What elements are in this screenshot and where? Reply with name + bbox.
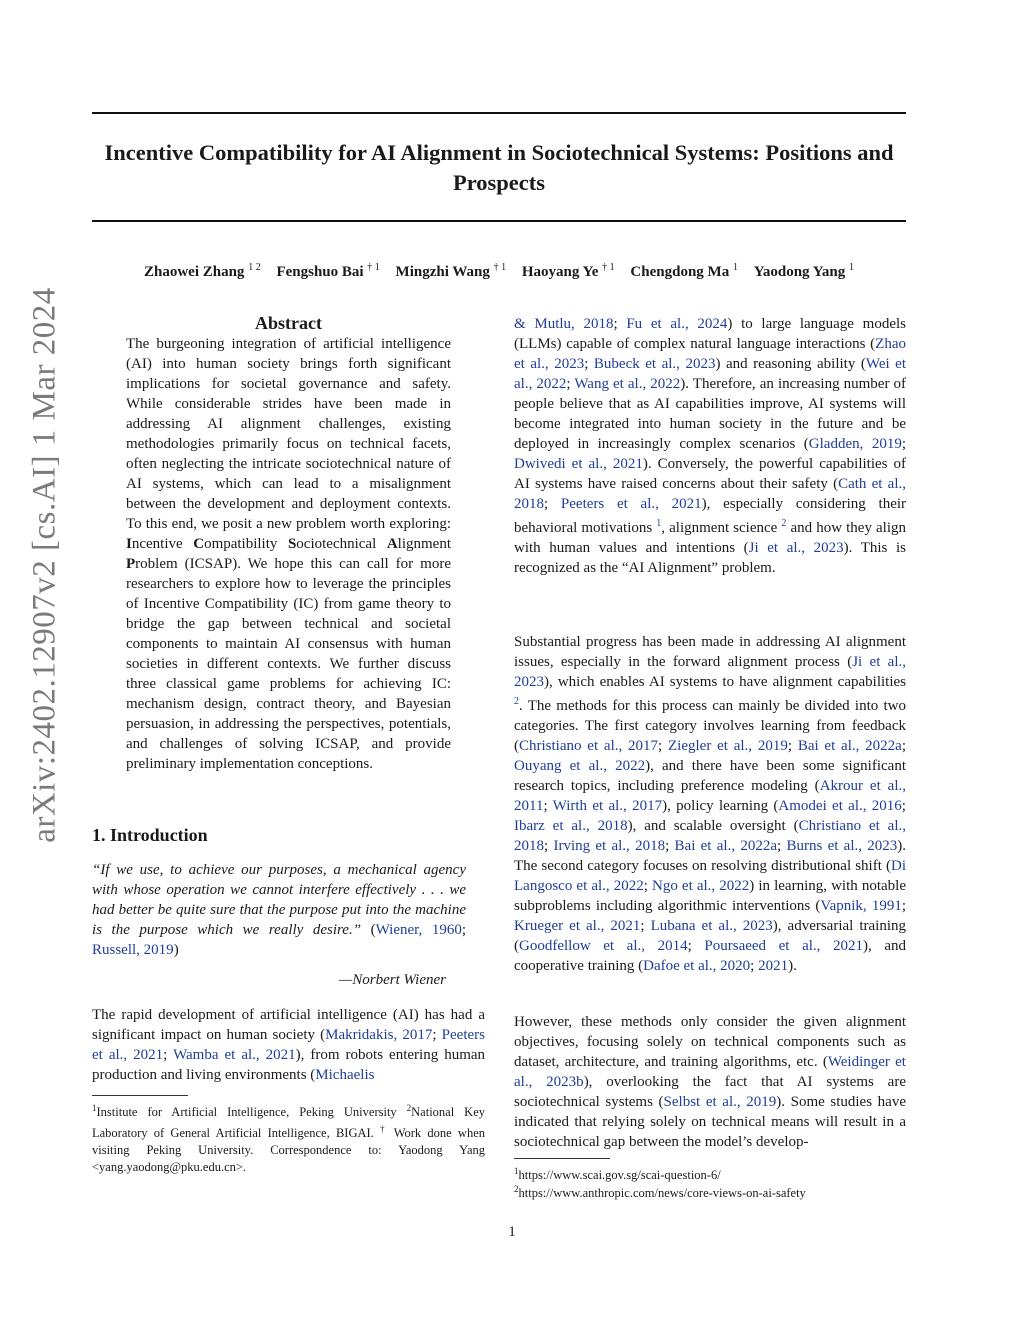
url-footnote: $^2$https://www.anthropic.com/news/core-views-on-ai-safety (514, 1184, 806, 1201)
citation-link[interactable]: Dafoe et al., 2020 (643, 958, 751, 974)
citation-link[interactable]: Christiano et al., 2017 (519, 738, 659, 754)
citation-link[interactable]: Vapnik, 1991 (820, 898, 902, 914)
citation-link[interactable]: Wei et al., 2022 (514, 356, 907, 392)
url-footnote: $^1$https://www.scai.gov.sg/scai-question-6/ (514, 1166, 721, 1183)
footnote-url-link[interactable]: https://www.scai.gov.sg/scai-question-6/ (518, 1168, 721, 1183)
footnote-marker[interactable]: 2 (514, 696, 519, 707)
citation-link[interactable]: Fu et al., 2024 (626, 316, 728, 332)
quote-attribution: —Norbert Wiener (338, 972, 446, 988)
citation-link[interactable]: Bubeck et al., 2023 (593, 356, 716, 372)
footnote-rule-right (514, 1158, 610, 1159)
footnote-rule-left (92, 1095, 188, 1096)
title-bottom-rule (92, 220, 906, 222)
citation-link[interactable]: Dwivedi et al., 2021 (514, 456, 643, 472)
citation-link[interactable]: Ji et al., 2023 (514, 654, 907, 690)
citation-link[interactable]: Ibarz et al., 2018 (514, 818, 628, 834)
citation-link[interactable]: Poursaeed et al., 2021 (704, 938, 863, 954)
title-top-rule (92, 112, 906, 114)
citation-link[interactable]: Wiener, 1960 (375, 922, 462, 938)
citation-link[interactable]: Lubana et al., 2023 (650, 918, 773, 934)
citation-link[interactable]: Ji et al., 2023 (748, 540, 844, 556)
citation-link[interactable]: Peeters et al., 2021 (92, 1027, 485, 1063)
citation-link[interactable]: Ngo et al., 2022 (652, 878, 750, 894)
intro-paragraph-continued: & Mutlu, 2018; Fu et al., 2024) to large language models (LLMs) capable of complex natural language interactions (Zhao et al., 2023; Bubeck et al., 2023) and reasoning ability (Wei et al., 2022; Wang et al., 2022). Therefore, an increasing number of people believe that as AI capabilities improve, AI systems will become integrated into human society in the future and be deployed in increasingly complex scenarios (Gladden, 2019; Dwivedi et al., 2021). Conversely, the powerful capabilities of AI systems have raised concerns about their safety (Cath et al., 2018; Peeters et al., 2021), especially considering their behavioral motivations $^1$, alignment science $^2$ and how they align with human values and intentions (Ji et al., 2023). This is recognized as the “AI Alignment” problem. (514, 316, 907, 576)
intro-paragraph: The rapid development of artificial intelligence (AI) has had a significant impact on human society (Makridakis, 2017; Peeters et al., 2021; Wamba et al., 2021), from robots entering human production and living environments (Michaelis (92, 1007, 486, 1083)
citation-link[interactable]: & Mutlu, 2018 (514, 316, 614, 332)
citation-link[interactable]: Bai et al., 2022a (797, 738, 902, 754)
sociotechnical-gap-paragraph: However, these methods only consider the given alignment objectives, focusing solely on technical components such as dataset, architecture, and training algorithms, etc. (Weidinger et al., 2023b), overlooking the fact that AI systems are sociotechnical systems (Selbst et al., 2019). Some studies have indicated that relying solely on technical means will result in a sociotechnical gap between the model’s develop- (514, 1014, 906, 1150)
alignment-progress-paragraph: Substantial progress has been made in addressing AI alignment issues, especially in the forward alignment process (Ji et al., 2023), which enables AI systems to have alignment capabilities $^2$. The methods for this process can mainly be divided into two categories. The first category involves learning from feedback (Christiano et al., 2017; Ziegler et al., 2019; Bai et al., 2022a; Ouyang et al., 2022), and there have been some significant research topics, including preference modeling (Akrour et al., 2011; Wirth et al., 2017), policy learning (Amodei et al., 2016; Ibarz et al., 2018), and scalable oversight (Christiano et al., 2018; Irving et al., 2018; Bai et al., 2022a; Burns et al., 2023). The second category focuses on resolving distributional shift (Di Langosco et al., 2022; Ngo et al., 2022) in learning, with notable subproblems including algorithmic interventions (Vapnik, 1991; Krueger et al., 2021; Lubana et al., 2023), adversarial training (Goodfellow et al., 2014; Poursaeed et al., 2021), and cooperative training (Dafoe et al., 2020; 2021). (514, 634, 907, 974)
abstract-heading: Abstract (255, 313, 322, 333)
author: Zhaowei Zhang $^{1 2}$ (143, 262, 261, 280)
footnote-marker[interactable]: 2 (781, 518, 787, 529)
citation-link[interactable]: Akrour et al., 2011 (514, 778, 906, 814)
author: Haoyang Ye $^{\dagger 1}$ (521, 262, 615, 280)
introduction-heading: 1. Introduction (92, 825, 208, 845)
citation-link[interactable]: Ouyang et al., 2022 (514, 758, 646, 774)
author: Mingzhi Wang $^{\dagger 1}$ (395, 262, 507, 280)
citation-link[interactable]: Makridakis, 2017 (325, 1027, 433, 1043)
abstract-body: The burgeoning integration of artificial intelligence (AI) into human society brings forth significant implications for societal governance and safety. While considerable strides have been made in addressing AI alignment challenges, existing methodologies primarily focus on technical facets, often neglecting the intricate sociotechnical nature of AI systems, which can lead to a misalignment between the development and deployment contexts. To this end, we posit a new problem worth exploring: Incentive Compatibility Sociotechnical Alignment Problem (ICSAP). We hope this can call for more researchers to explore how to leverage the principles of Incentive Compatibility (IC) from game theory to bridge the gap between technical and societal components to maintain AI consensus with human societies in different contexts. We further discuss three classical game problems for achieving IC: mechanism design, contract theory, and Bayesian persuasion, in addressing the perspectives, potentials, and challenges of solving ICSAP, and provide preliminary implementation conceptions. (126, 336, 451, 772)
citation-link[interactable]: Weidinger et al., 2023b (514, 1054, 906, 1090)
author-list (92, 256, 906, 284)
arxiv-sidebar (20, 185, 70, 945)
citation-link[interactable]: Gladden, 2019 (808, 436, 902, 452)
citation-link[interactable]: Peeters et al., 2021 (560, 496, 702, 512)
author: Yaodong Yang $^1$ (753, 262, 855, 280)
citation-link[interactable]: Krueger et al., 2021 (514, 918, 641, 934)
citation-link[interactable]: Bai et al., 2022a (674, 838, 778, 854)
citation-link[interactable]: Di Langosco et al., 2022 (514, 858, 906, 894)
citation-link[interactable]: Wirth et al., 2017 (552, 798, 663, 814)
citation-link[interactable]: Christiano et al., 2018 (514, 818, 906, 854)
footnote-url-link[interactable]: https://www.anthropic.com/news/core-views-on-ai-safety (518, 1186, 806, 1201)
citation-link[interactable]: Zhao et al., 2023 (514, 336, 906, 372)
affiliation-footnote: $^1$Institute for Artificial Intelligence, Peking University $^2$National Key Laboratory of General Artificial Intelligence, BIGAI. † Work done when visiting Peking University. Correspondence to: Yaodong Yang <yang.yaodong@pku.edu.cn>. (92, 1103, 486, 1175)
author: Fengshuo Bai $^{\dagger 1}$ (276, 262, 380, 280)
citation-link[interactable]: 2021 (758, 958, 789, 974)
citation-link[interactable]: Ziegler et al., 2019 (668, 738, 788, 754)
citation-link[interactable]: Selbst et al., 2019 (663, 1094, 777, 1110)
citation-link[interactable]: Wamba et al., 2021 (173, 1047, 296, 1063)
arxiv-identifier[interactable]: arXiv:2402.12907v2 [cs.AI] 1 Mar 2024 (26, 287, 63, 843)
citation-link[interactable]: Cath et al., 2018 (514, 476, 906, 512)
citation-link[interactable]: Wang et al., 2022 (574, 376, 681, 392)
citation-link[interactable]: Michaelis (315, 1067, 375, 1083)
citation-link[interactable]: Goodfellow et al., 2014 (519, 938, 688, 954)
citation-link[interactable]: Amodei et al., 2016 (778, 798, 902, 814)
author: Chengdong Ma $^1$ (630, 262, 738, 280)
page-number: 1 (508, 1224, 516, 1240)
epigraph-quote: “If we use, to achieve our purposes, a mechanical agency with whose operation we cannot interfere effectively . . . we had better be quite sure that the purpose put into the machine is the purpose which we really desire.” (Wiener, 1960; Russell, 2019) (92, 862, 467, 958)
citation-link[interactable]: Russell, 2019 (92, 942, 174, 958)
citation-link[interactable]: Irving et al., 2018 (553, 838, 666, 854)
footnote-marker[interactable]: 1 (656, 518, 662, 529)
citation-link[interactable]: Burns et al., 2023 (786, 838, 898, 854)
paper-title: Incentive Compatibility for AI Alignment in Sociotechnical Systems: Positions and Prospects (104, 140, 894, 195)
